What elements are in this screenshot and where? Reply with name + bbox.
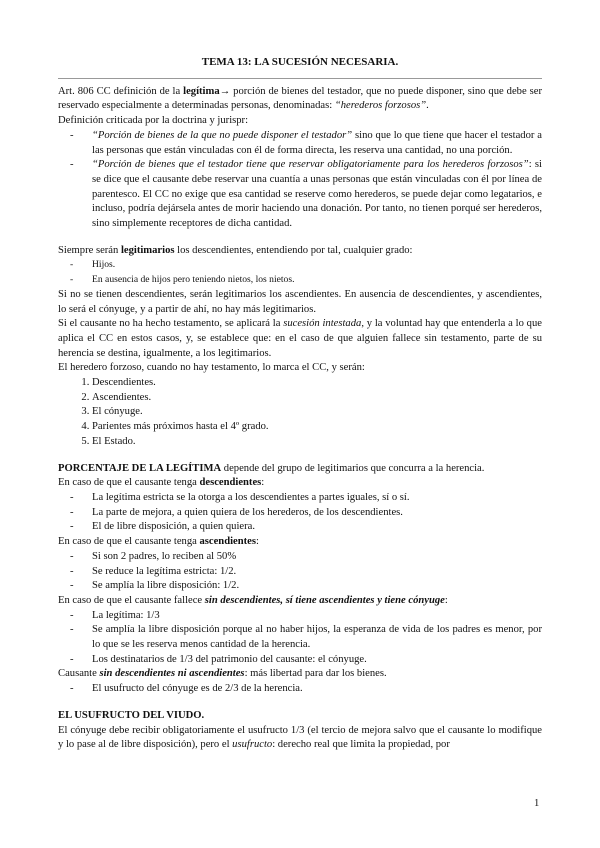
critica-list <box>58 129 542 232</box>
descendientes-list <box>58 491 542 535</box>
list-item: 1. Descendientes. <box>92 376 542 391</box>
term-legitima: legítima <box>183 85 220 97</box>
list-item: - El de libre disposición, a quien quiera. <box>92 520 542 535</box>
heredero-forzoso-list <box>58 376 542 450</box>
page-number: 1 <box>534 798 540 809</box>
list-item: - Hijos. <box>92 258 542 273</box>
heredero-forzoso-paragraph: El heredero forzoso, cuando no hay testamento, lo marca el CC, y serán: <box>58 362 365 374</box>
descendientes-intro: En caso de que el causante tenga descendientes: <box>58 477 265 489</box>
siempre-paragraph: Siempre serán legitimarios los descendientes, entendiendo por tal, cualquier grado: <box>58 244 413 256</box>
conyuge-intro: En caso de que el causante fallece sin descendientes, sí tiene ascendientes y tiene cónyuge: <box>58 594 448 606</box>
list-item: 2. Ascendientes. <box>92 391 542 406</box>
list-item: - Se reduce la legítima estricta: 1/2. <box>92 565 542 580</box>
list-item: - Se amplía la libre disposición porque al no haber hijos, la esperanza de vida de los padres es menor, por lo que se les reserva menos cantidad de la herencia. <box>92 623 542 652</box>
list-item: - El usufructo del cónyuge es de 2/3 de la herencia. <box>92 682 542 697</box>
spacer <box>58 697 542 709</box>
document-body <box>58 55 542 753</box>
critica-intro: Definición criticada por la doctrina y jurispr: <box>58 115 249 127</box>
list-item: - “Porción de bienes de la que no puede disponer el testador” sino que lo que tiene que hacer el testador a las personas que están vinculadas con él de forma directa, les reserva una cantidad, no una porción. <box>92 129 542 158</box>
list-item: - “Porción de bienes que el testador tiene que reservar obligatoriamente para los herederos forzosos”: si se dice que el causante debe reservar una cuantía a unas personas que están vinculadas con él por línea de parentesco. El CC no exige que esa cantidad se reserve como herederos, se puede dejar como legatarios, e incluso, podría dejársela antes de morir haciendo una donación. Por tanto, no tienen porqué ser herederos, sino simplemente receptores de dicha cantidad. <box>92 158 542 232</box>
term-herederos-forzosos: “herederos forzosos” <box>334 100 427 112</box>
sucesion-intestada-paragraph: Si el causante no ha hecho testamento, se aplicará la sucesión intestada, y la voluntad hay que entenderla a lo que aplica el CC en estos casos, y, se establece que: en el caso de que alguien fallece sin testamento, parte de su herencia se destina, igualmente, a los legitimarios. <box>58 318 542 359</box>
sin-ascendientes-intro: Causante sin descendientes ni ascendientes: más libertad para dar los bienes. <box>58 668 387 680</box>
sin-descendientes-paragraph: Si no se tienen descendientes, serán legitimarios los ascendientes. En ausencia de descendientes, y ascendientes, lo será el cónyuge, y a partir de ahí, no hay más legitimarios. <box>58 288 542 315</box>
term-usufructo: usufructo <box>232 739 273 751</box>
term-sucesion-intestada: sucesión intestada <box>283 318 362 330</box>
art-806-paragraph: Art. 806 CC definición de la legítima→ porción de bienes del testador, que no puede disponer, sino que debe ser reservado especialmente a determinadas personas, denominadas: “herederos forzosos”. <box>58 85 542 112</box>
conyuge-list <box>58 609 542 668</box>
list-item: 3. El cónyuge. <box>92 405 542 420</box>
list-item: - La parte de mejora, a quien quiera de los herederos, de los descendientes. <box>92 506 542 521</box>
list-item: - Si son 2 padres, lo reciben al 50% <box>92 550 542 565</box>
spacer <box>58 450 542 462</box>
sin-ascendientes-list <box>58 682 542 697</box>
usufructo-paragraph: El cónyuge debe recibir obligatoriamente el usufructo 1/3 (el tercio de mejora salvo que el causante lo modifique y lo pase al de libre disposición), pero el usufructo: derecho real que limita la propiedad, por <box>58 724 542 751</box>
porcentaje-paragraph: PORCENTAJE DE LA LEGÍTIMA depende del grupo de legitimarios que concurra a la herencia. <box>58 462 485 474</box>
list-item: - La legítima estricta se la otorga a los descendientes a partes iguales, sí o sí. <box>92 491 542 506</box>
page-title: TEMA 13: LA SUCESIÓN NECESARIA. <box>201 56 399 68</box>
term-legitimarios: legitimarios <box>120 244 175 256</box>
list-item: - Los destinatarios de 1/3 del patrimonio del causante: el cónyuge. <box>92 653 542 668</box>
list-item: 4. Parientes más próximos hasta el 4º grado. <box>92 420 542 435</box>
list-item: - Se amplía la libre disposición: 1/2. <box>92 579 542 594</box>
list-item: - La legítima: 1/3 <box>92 609 542 624</box>
ascendientes-intro: En caso de que el causante tenga ascendientes: <box>58 536 259 548</box>
ascendientes-list <box>58 550 542 594</box>
list-item: - En ausencia de hijos pero teniendo nietos, los nietos. <box>92 273 542 288</box>
section-heading-porcentaje: PORCENTAJE DE LA LEGÍTIMA <box>58 462 222 474</box>
section-heading-usufructo: EL USUFRUCTO DEL VIUDO. <box>58 709 205 721</box>
title-divider <box>58 78 542 79</box>
list-item: 5. El Estado. <box>92 435 542 450</box>
siempre-list <box>58 258 542 287</box>
spacer <box>58 232 542 244</box>
